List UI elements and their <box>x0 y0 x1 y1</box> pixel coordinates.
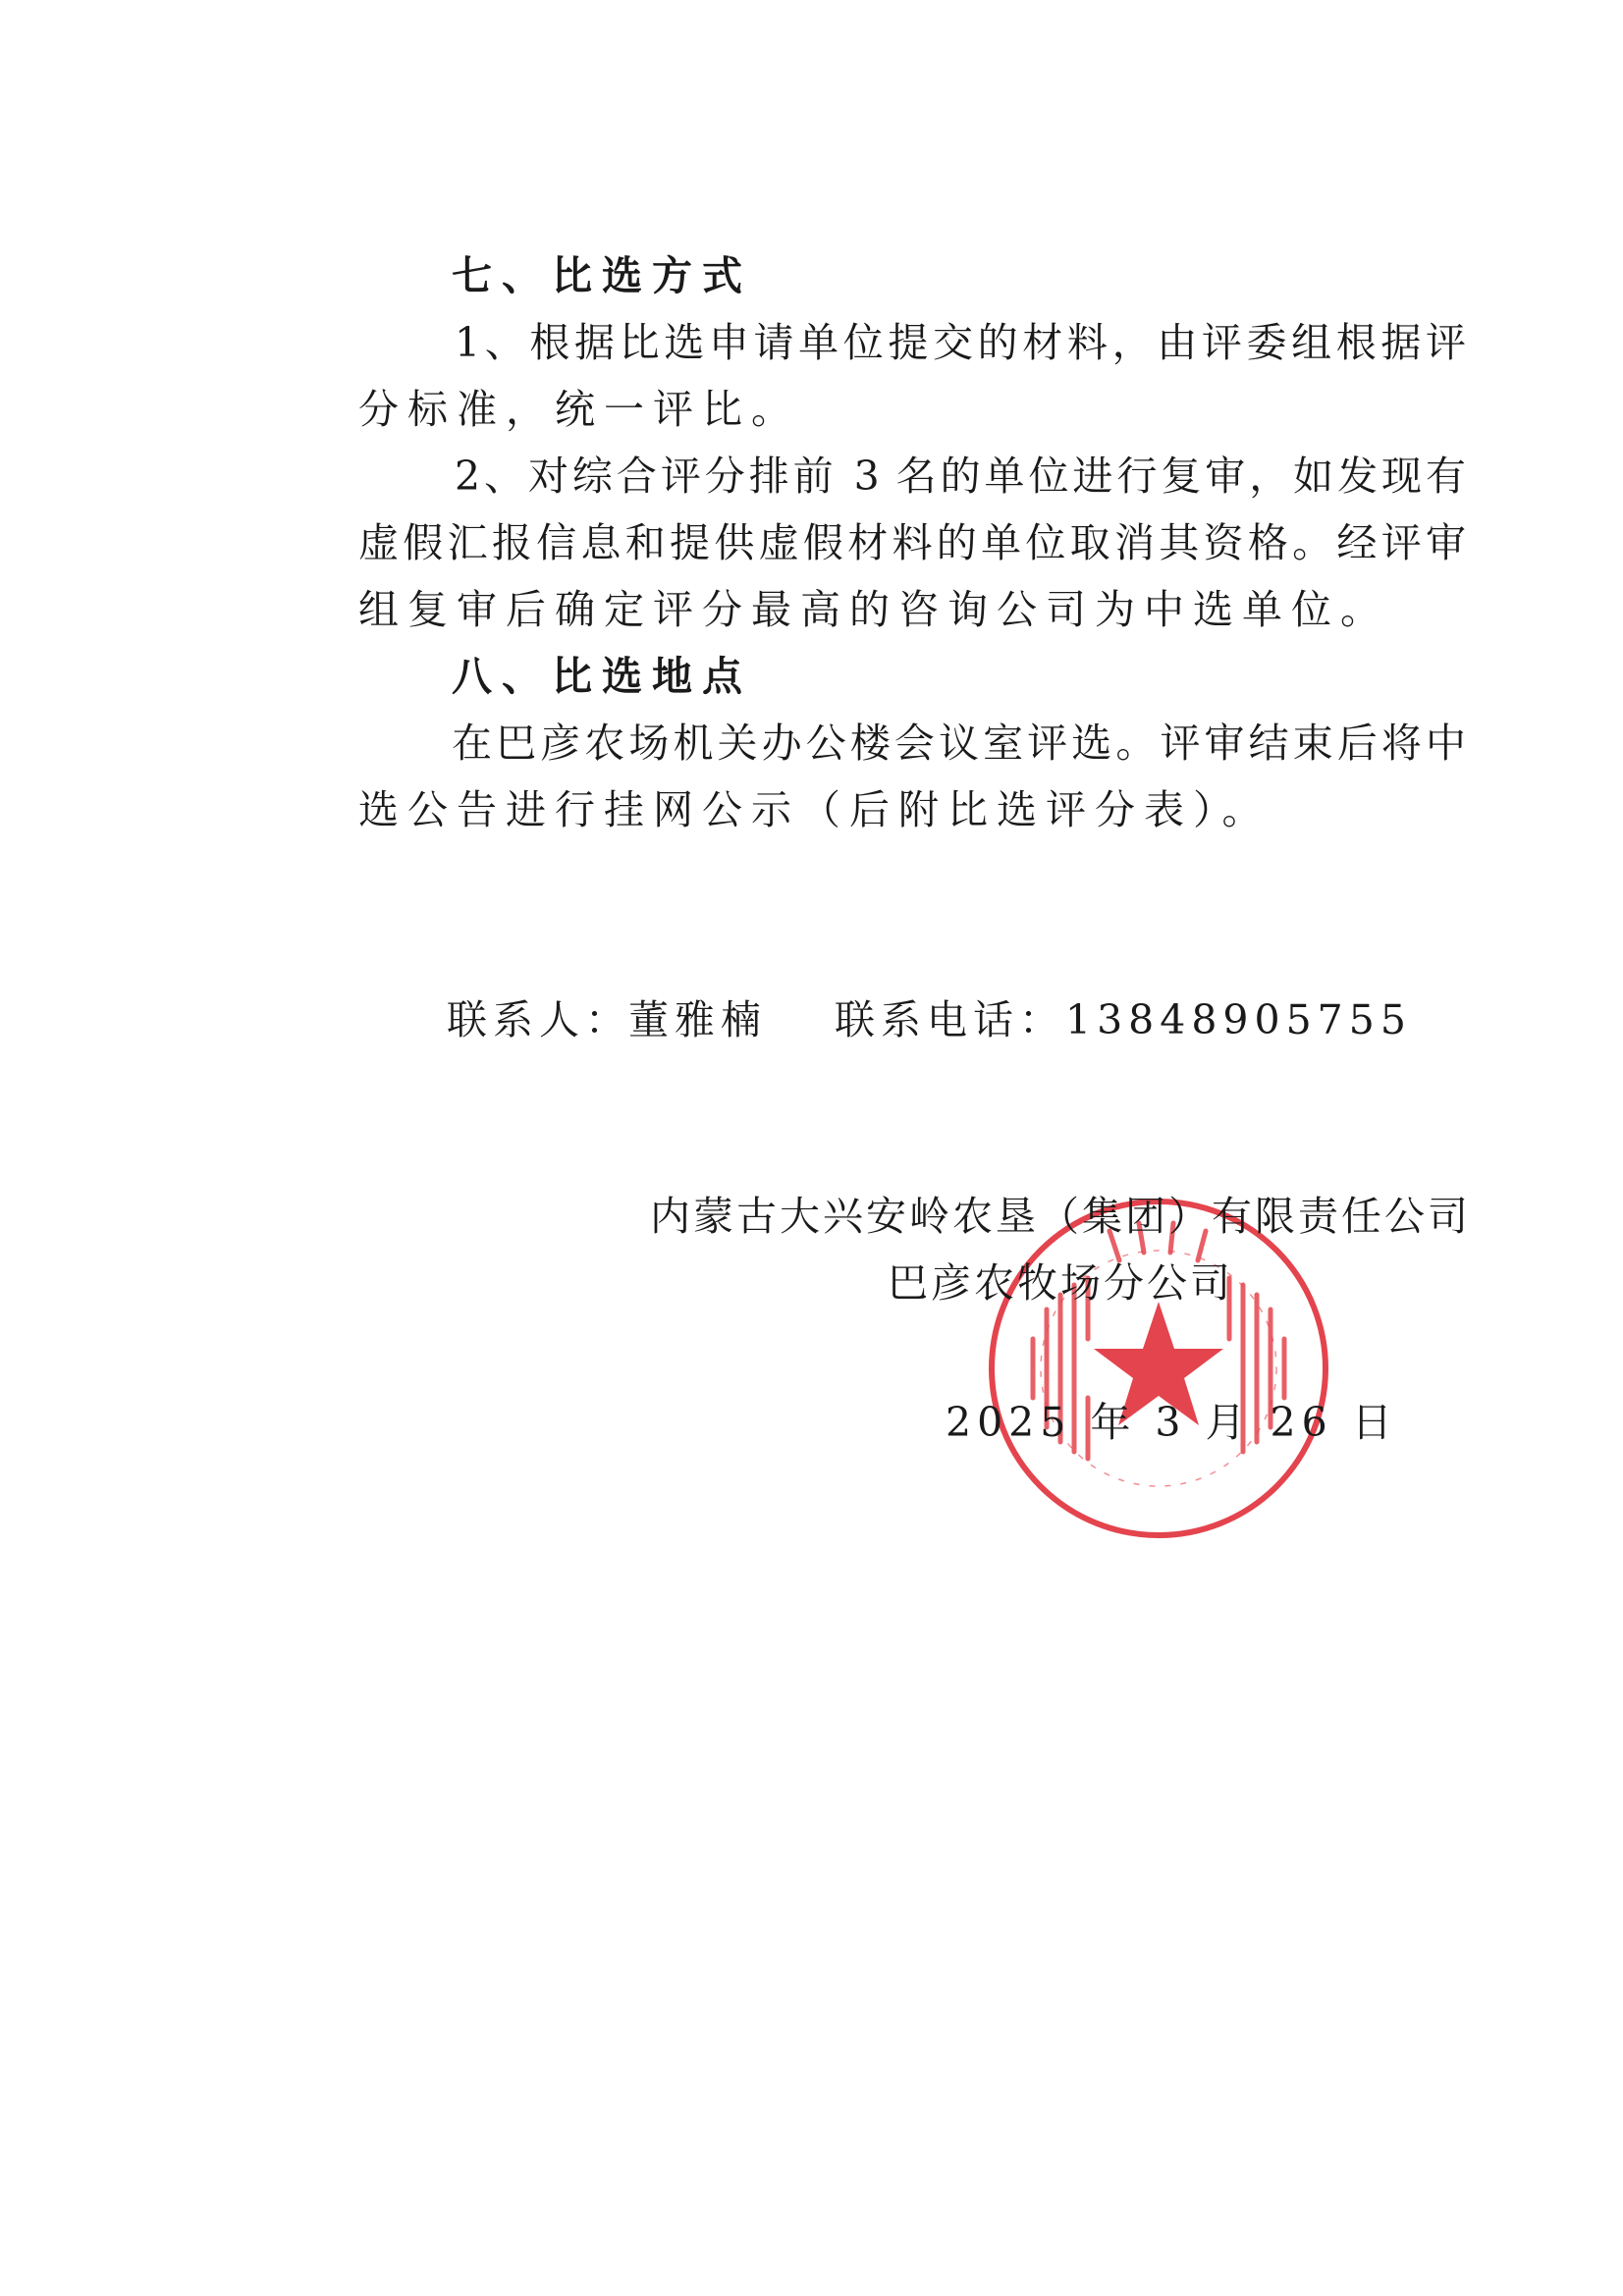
contact-person-label: 联系人： <box>447 996 631 1043</box>
section-7-item-2-line-2: 虚假汇报信息和提供虚假材料的单位取消其资格。经评审 <box>358 519 1466 566</box>
section-7-item-1-line-2: 分标准，统一评比。 <box>358 386 800 433</box>
signature-org-line-1: 内蒙古大兴安岭农垦（集团）有限责任公司 <box>650 1193 1471 1240</box>
section-7-item-2-line-1: 2、对综合评分排前 3 名的单位进行复审，如发现有 <box>455 453 1466 500</box>
section-8-line-2: 选公告进行挂网公示（后附比选评分表）。 <box>358 786 1271 833</box>
section-7-heading: 七、比选方式 <box>452 252 752 299</box>
section-7-item-1-line-1: 1、根据比选申请单位提交的材料，由评委组根据评 <box>455 319 1466 366</box>
contact-person-name: 董雅楠 <box>628 996 767 1043</box>
contact-phone-label: 联系电话： <box>835 996 1065 1043</box>
official-seal-icon <box>982 1192 1335 1545</box>
section-8-heading: 八、比选地点 <box>452 653 752 700</box>
signature-date: 2025 年 3 月 26 日 <box>946 1399 1398 1446</box>
section-7-item-2-line-3: 组复审后确定评分最高的咨询公司为中选单位。 <box>358 586 1389 633</box>
signature-org-line-2: 巴彦农牧场分公司 <box>888 1259 1233 1307</box>
contact-phone: 13848905755 <box>1065 996 1412 1043</box>
section-8-line-1: 在巴彦农场机关办公楼会议室评选。评审结束后将中 <box>452 720 1466 767</box>
